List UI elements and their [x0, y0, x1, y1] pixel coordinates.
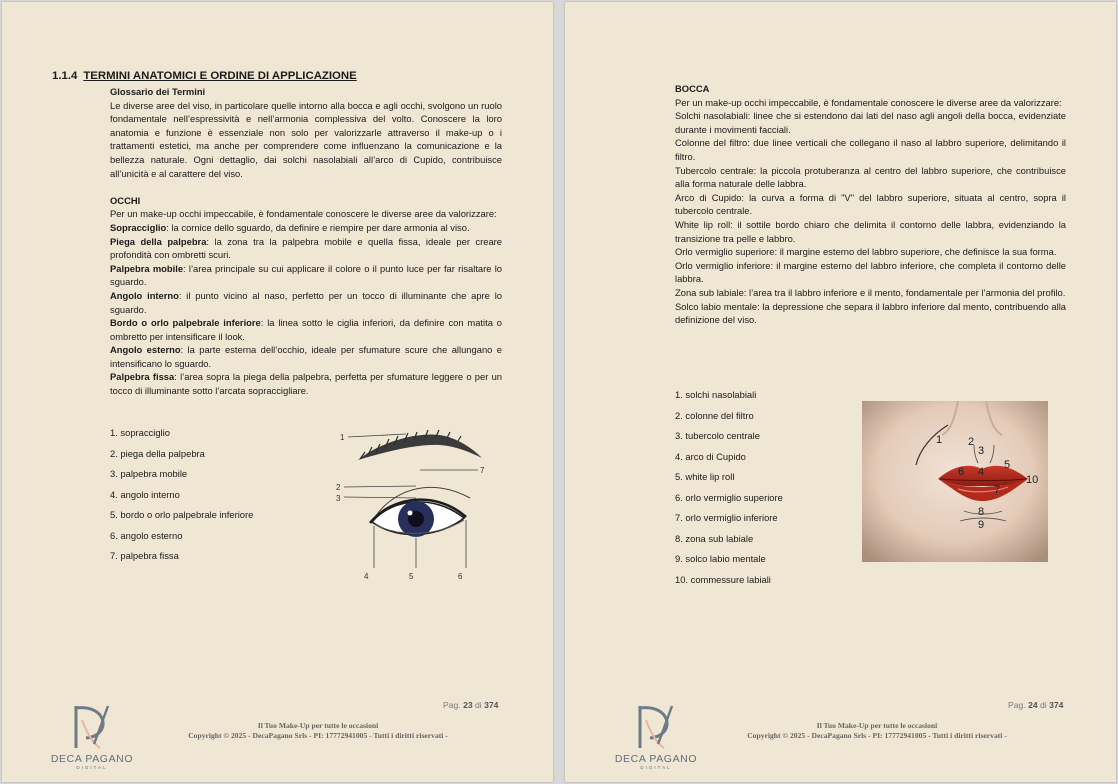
logo-subtitle: DIGITAL [76, 765, 108, 770]
mouth-block [675, 82, 1066, 327]
eye-term: Piega della palpebra: la zona tra la palpebra mobile e quella fissa, ideale per creare profondità con ombretti scuri. [110, 235, 502, 261]
list-item: 7. palpebra fissa [110, 550, 179, 561]
eye-diagram [330, 424, 492, 582]
lip-label-3: 3 [978, 445, 985, 457]
footer-line-1: Il Tuo Make-Up per tutte le occasioni [816, 721, 938, 730]
lip-label-9: 9 [978, 519, 985, 531]
logo-mark-icon [42, 702, 142, 752]
section-number: 1.1.4 [52, 70, 78, 82]
glossary-title: Glossario dei Termini [110, 86, 206, 97]
list-item: 8. zona sub labiale [675, 532, 754, 544]
eye-parts-list [110, 427, 253, 571]
eyebrow-shape [358, 434, 482, 460]
mouth-term: White lip roll: il sottile bordo chiaro che delimita il contorno delle labbra, evidenziando la transizione tra pelle e labbro. [675, 218, 1066, 244]
mouth-term: Orlo vermiglio superiore: il margine esterno del labbro superiore, che definisce la sua forma. [675, 246, 1057, 258]
eye-label-4: 4 [364, 572, 369, 581]
footer-line-2: Copyright © 2025 - DecaPagano Srls - PI: 17772941005 - Tutti i diritti riservati - [188, 731, 448, 740]
eye-label-1: 1 [340, 433, 345, 442]
eye-label-6: 6 [458, 572, 463, 581]
eyes-title: OCCHI [110, 194, 141, 206]
page-footer [148, 721, 488, 741]
list-item: 7. orlo vermiglio inferiore [675, 512, 778, 523]
mouth-term: Solco labio mentale: la depressione che separa il labbro inferiore dal mento, contribuendo alla definizione del viso. [675, 300, 1066, 326]
eye-term: Angolo interno: il punto vicino al naso, perfetto per un tocco di illuminante che apre lo sguardo. [110, 289, 502, 315]
eye-term: Palpebra fissa: l’area sopra la piega della palpebra, perfetta per sfumature leggere o per un tocco di illuminante sotto l’arcata sopraccigliare. [110, 371, 502, 397]
logo-name: DECA PAGANO [614, 753, 698, 765]
list-item: 3. tubercolo centrale [675, 430, 760, 441]
eye-term: Angolo esterno: la parte esterna dell’occhio, ideale per sfumature scure che allungano e intensificano lo sguardo. [110, 344, 502, 369]
eye-term: Bordo o orlo palpebrale inferiore: la linea sotto le ciglia inferiori, da definire con matita o ombretto per intensificare il look. [110, 317, 502, 342]
mouth-term: Tubercolo centrale: la piccola protuberanza al centro del labbro superiore, che contribuisce alla forma naturale delle labbra. [675, 164, 1066, 190]
logo-mark-icon [606, 702, 706, 752]
eye-label-7: 7 [480, 466, 485, 475]
mouth-term: Arco di Cupido: la curva a forma di "V" del labbro superiore, situata al centro, sopra il tubercolo centrale. [675, 191, 1066, 217]
eye-term: Sopracciglio: la cornice dello sguardo, da definire e riempire per dare armonia al viso. [110, 221, 470, 233]
list-item: 9. solco labio mentale [675, 553, 766, 564]
list-item: 4. arco di Cupido [675, 450, 746, 462]
glossary-intro: Le diverse aree del viso, in particolare quelle intorno alla bocca e agli occhi, svolgono un ruolo fondamentale nell’espressività e nell’armonia complessiva del volto. Conoscere la loro anatomia e funzione è essenziale non solo per valorizzarle attraverso il make-up o i trattamenti estetici, ma anche per comprendere come influenzano la comunicazione e la bellezza naturale. Ogni dettaglio, dai solchi nasolabiali all’arco di Cupido, contribuisce all’unicità e al carattere del viso. [110, 99, 502, 179]
lip-label-4: 4 [978, 466, 985, 478]
lip-label-8: 8 [978, 506, 985, 518]
mouth-term: Solchi nasolabiali: linee che si estendono dai lati del naso agli angoli della bocca, evidenziate durante i movimenti facciali. [675, 110, 1066, 135]
logo-subtitle: DIGITAL [640, 765, 672, 770]
glossary-block [110, 85, 502, 398]
list-item: 5. white lip roll [675, 471, 735, 482]
lip-label-2: 2 [968, 436, 975, 448]
eye-label-3: 3 [336, 494, 341, 503]
footer-line-2: Copyright © 2025 - DecaPagano Srls - PI: 17772941005 - Tutti i diritti riservati - [747, 731, 1007, 740]
mouth-intro: Per un make-up occhi impeccabile, è fondamentale conoscere le diverse aree da valorizzare: [675, 96, 1062, 108]
mouth-term: Zona sub labiale: l’area tra il labbro inferiore e il mento, fondamentale per l’armonia del profilo. [675, 286, 1066, 298]
page-number: Pag. 24 di 374 [1008, 700, 1064, 710]
list-item: 1. solchi nasolabiali [675, 389, 757, 400]
document-page-right [565, 2, 1116, 782]
mouth-parts-list [675, 389, 783, 594]
eyes-intro: Per un make-up occhi impeccabile, è fondamentale conoscere le diverse aree da valorizzare: [110, 208, 497, 220]
section-heading [52, 70, 357, 82]
company-logo [606, 702, 706, 772]
list-item: 3. palpebra mobile [110, 468, 188, 479]
list-item: 4. angolo interno [110, 488, 180, 500]
company-logo [42, 702, 142, 772]
mouth-term: Colonne del filtro: due linee verticali che collegano il naso al labbro superiore, delimitando il filtro. [675, 137, 1066, 162]
list-item: 2. colonne del filtro [675, 409, 754, 421]
logo-name: DECA PAGANO [50, 753, 134, 765]
mouth-term: Orlo vermiglio inferiore: il margine esterno del labbro inferiore, che completa il contorno delle labbra. [675, 259, 1066, 285]
list-item: 6. angolo esterno [110, 529, 183, 541]
lip-label-1: 1 [936, 434, 943, 446]
eye-label-2: 2 [336, 483, 341, 492]
document-page-left [2, 2, 553, 782]
page-number: Pag. 23 di 374 [443, 700, 499, 710]
list-item: 2. piega della palpebra [110, 447, 205, 459]
mouth-title: BOCCA [675, 83, 710, 94]
lip-label-10: 10 [1026, 474, 1039, 486]
eye-label-5: 5 [409, 572, 414, 581]
lip-label-5: 5 [1004, 459, 1011, 471]
list-item: 5. bordo o orlo palpebrale inferiore [110, 509, 254, 520]
lip-label-7: 7 [994, 484, 1001, 496]
list-item: 6. orlo vermiglio superiore [675, 491, 783, 503]
list-item: 10. commessure labiali [675, 573, 771, 585]
section-title: TERMINI ANATOMICI E ORDINE DI APPLICAZIONE [83, 70, 357, 82]
eye-term: Palpebra mobile: l’area principale su cui applicare il colore o il punto luce per far risaltare lo sguardo. [110, 262, 502, 288]
lip-label-6: 6 [958, 466, 965, 478]
footer-line-1: Il Tuo Make-Up per tutte le occasioni [257, 721, 379, 730]
page-footer [707, 721, 1047, 741]
list-item: 1. sopracciglio [110, 427, 170, 438]
lips-diagram-image [862, 401, 1048, 562]
